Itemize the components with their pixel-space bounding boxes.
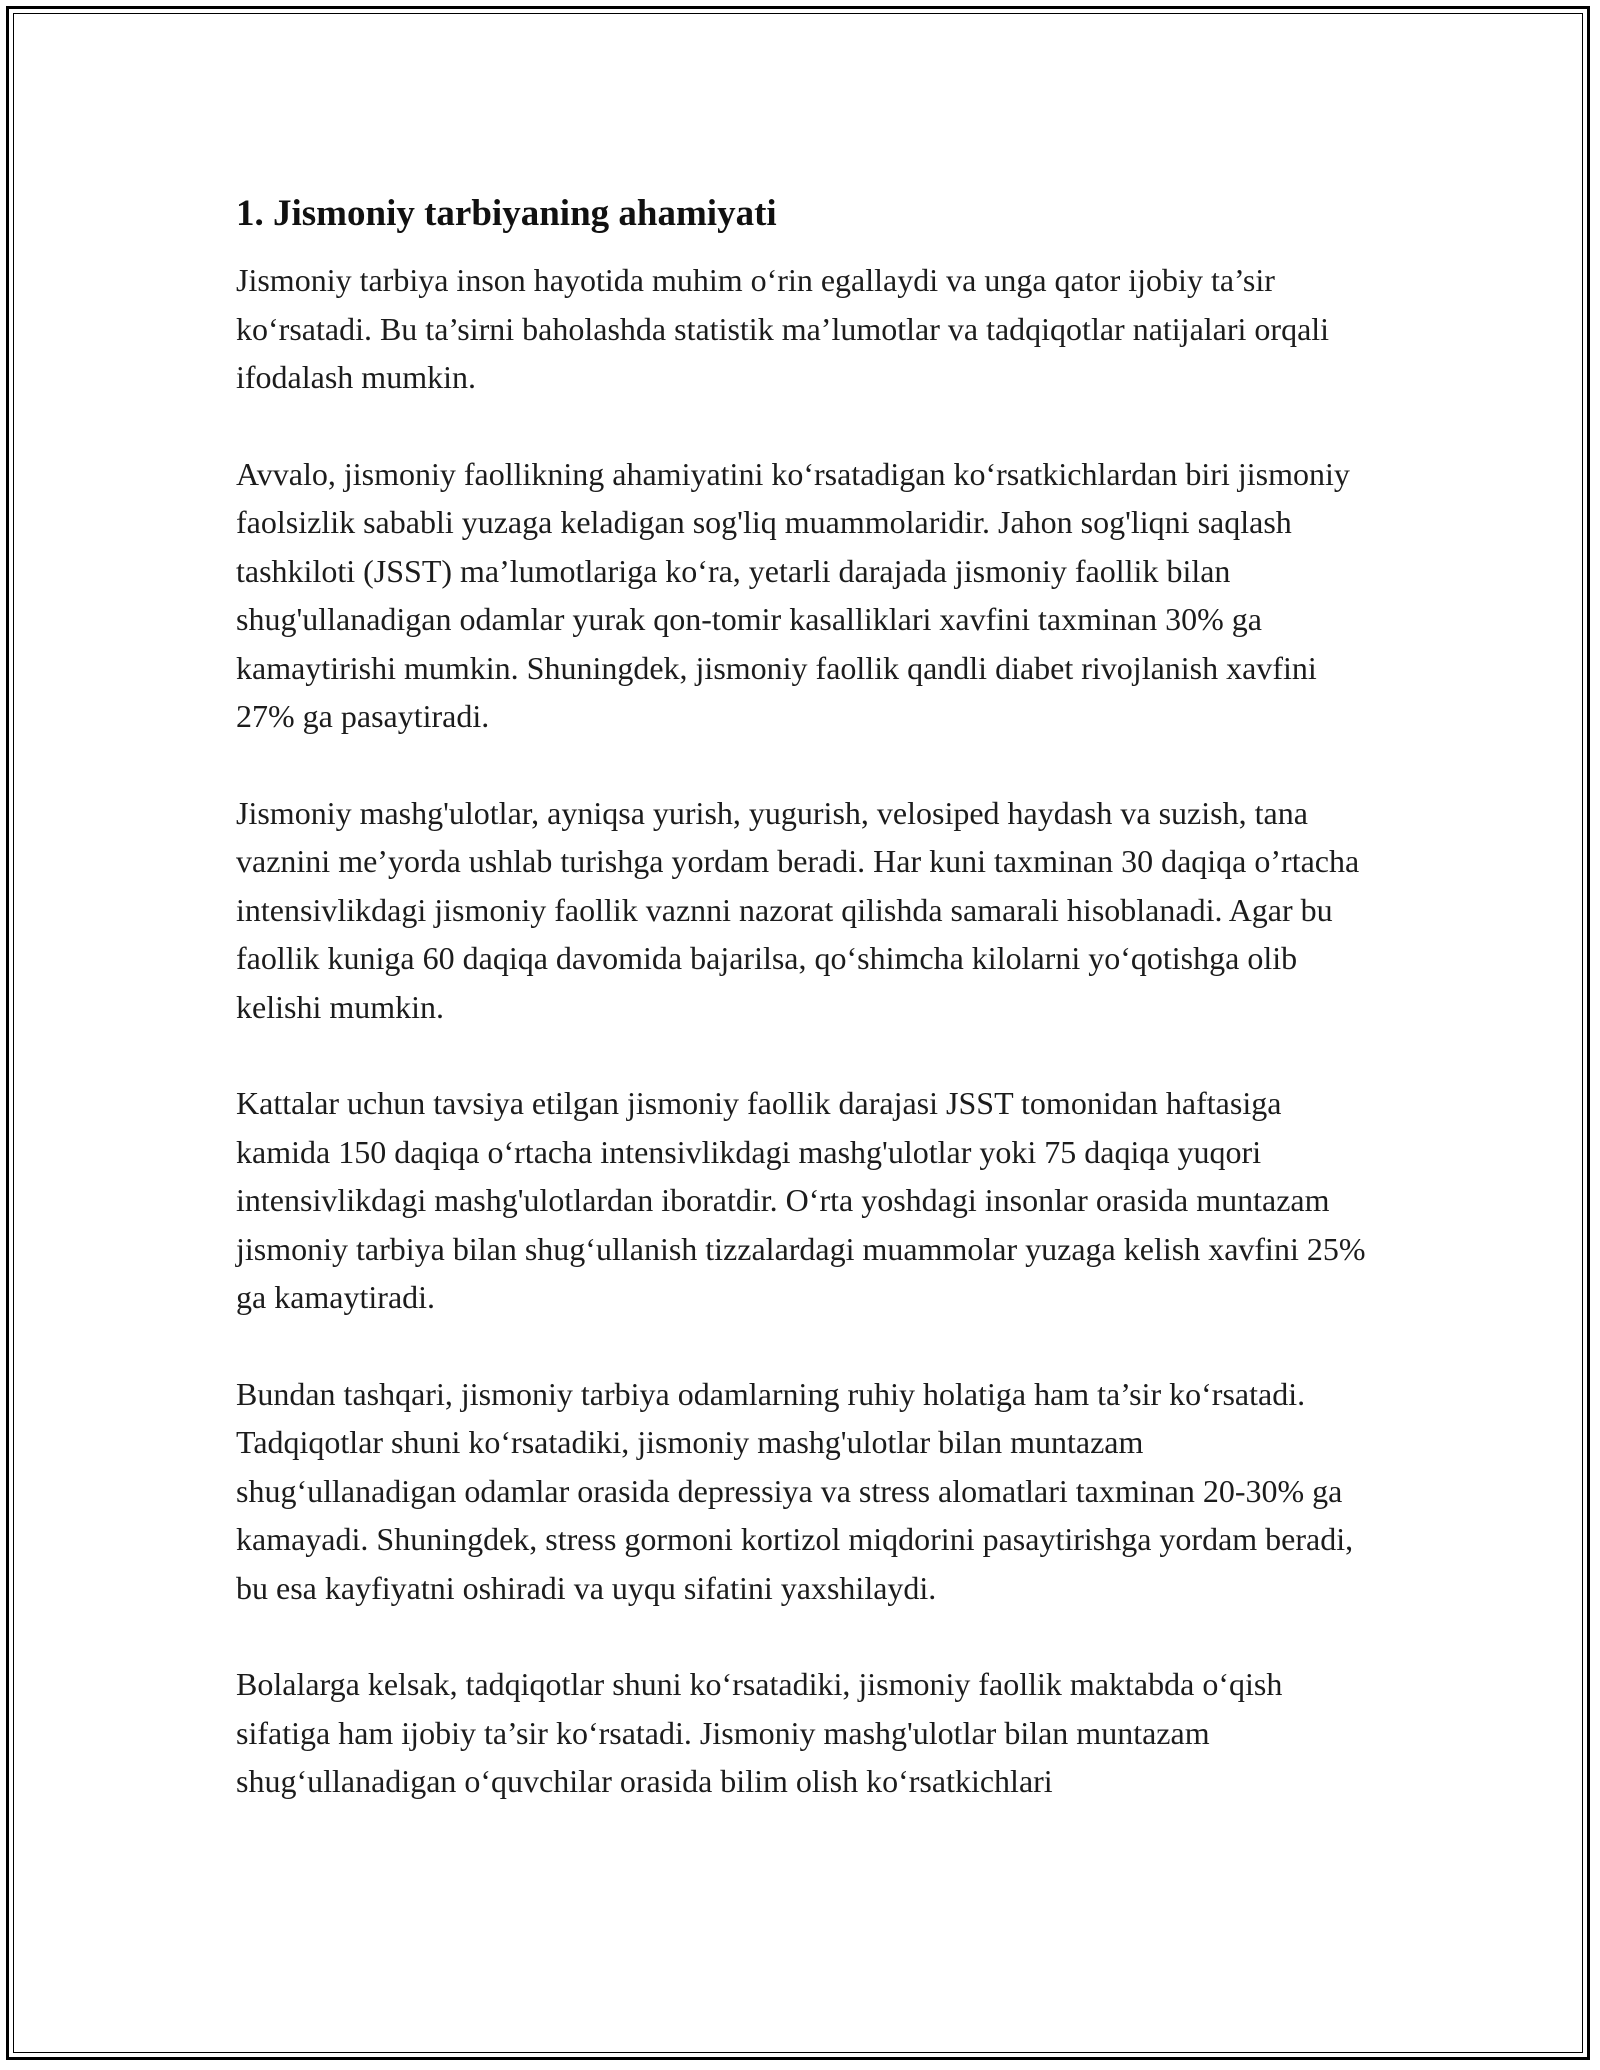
paragraph-recommendations: Kattalar uchun tavsiya etilgan jismoniy faollik darajasi JSST tomonidan haftasiga kamida 150 daqiqa o‘rtacha intensivlikdagi mashg'ulotlar yoki 75 daqiqa yuqori intensivlikdagi mashg'ulotlardan iboratdir. O‘rta yoshdagi insonlar orasida muntazam jismoniy tarbiya bilan shug‘ullanish tizzalardagi muammolar yuzaga kelish xavfini 25% ga kamaytiradi.	[236, 1085, 1366, 1315]
paragraph-health-risks: Avvalo, jismoniy faollikning ahamiyatini ko‘rsatadigan ko‘rsatkichlardan biri jismoniy faolsizlik sababli yuzaga keladigan sog'liq muammolaridir. Jahon sog'liqni saqlash tashkiloti (JSST) ma’lumotlariga ko‘ra, yetarli darajada jismoniy faollik bilan shug'ullanadigan odamlar yurak qon-tomir kasalliklari xavfini taxminan 30% ga kamaytirishi mumkin. Shuningdek, jismoniy faollik qandli diabet rivojlanish xavfini 27% ga pasaytiradi.	[236, 455, 1350, 734]
paragraph-mental-health: Bundan tashqari, jismoniy tarbiya odamlarning ruhiy holatiga ham ta’sir ko‘rsatadi. Tadqiqotlar shuni ko‘rsatadiki, jismoniy mashg'ulotlar bilan muntazam shug‘ullanadigan odamlar orasida depressiya va stress alomatlari taxminan 20-30% ga kamayadi. Shuningdek, stress gormoni kortizol miqdorini pasaytirishga yordam beradi, bu esa kayfiyatni oshiradi va uyqu sifatini yaxshilaydi.	[236, 1375, 1354, 1606]
document-body	[236, 186, 1366, 1854]
paragraph-weight-control: Jismoniy mashg'ulotlar, ayniqsa yurish, yugurish, velosiped haydash va suzish, tana vaznini me’yorda ushlab turishga yordam beradi. Har kuni taxminan 30 daqiqa o’rtacha intensivlikdagi jismoniy faollik vaznni nazorat qilishda samarali hisoblanadi. Agar bu faollik kuniga 60 daqiqa davomida bajarilsa, qo‘shimcha kilolarni yo‘qotishga olib kelishi mumkin.	[236, 794, 1360, 1025]
paragraph-children: Bolalarga kelsak, tadqiqotlar shuni ko‘rsatadiki, jismoniy faollik maktabda o‘qish sifatiga ham ijobiy ta’sir ko‘rsatadi. Jismoniy mashg'ulotlar bilan muntazam shug‘ullanadigan o‘quvchilar orasida bilim olish ko‘rsatkichlari	[236, 1666, 1283, 1799]
paragraph-intro: Jismoniy tarbiya inson hayotida muhim o‘rin egallaydi va unga qator ijobiy ta’sir ko‘rsatadi. Bu ta’sirni baholashda statistik ma’lumotlar va tadqiqotlar natijalari orqali ifodalash mumkin.	[236, 262, 1330, 395]
section-heading: 1. Jismoniy tarbiyaning ahamiyati	[236, 193, 777, 234]
